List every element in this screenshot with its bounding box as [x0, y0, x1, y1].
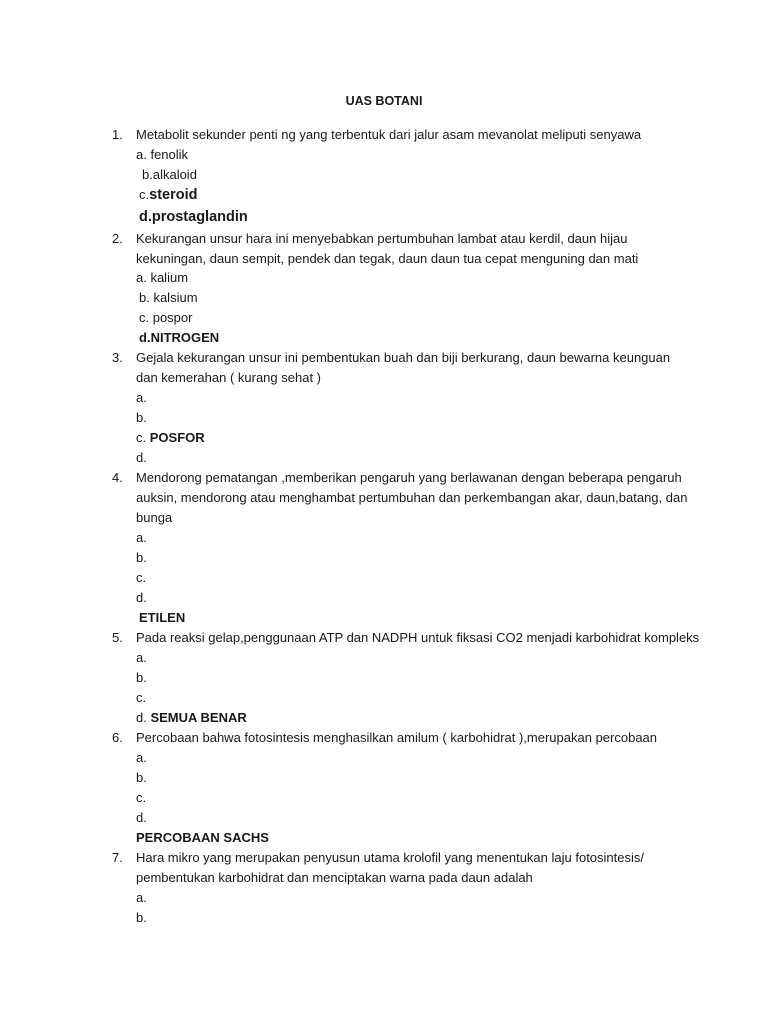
option-b: b.alkaloid: [142, 167, 197, 182]
question-number: 7.: [112, 850, 123, 865]
option-a: a.: [136, 650, 147, 665]
option-b: b. kalsium: [139, 290, 198, 305]
option-prefix: d.: [136, 710, 151, 725]
question-text: kekuningan, daun sempit, pendek dan tegak, daun daun tua cepat menguning dan mati: [136, 251, 639, 266]
option-a: a.: [136, 530, 147, 545]
option-prefix: c.: [139, 187, 150, 202]
option-b: b.: [136, 410, 147, 425]
question-text: Pada reaksi gelap,penggunaan ATP dan NADPH untuk fiksasi CO2 menjadi karbohidrat kompleks: [136, 630, 700, 645]
option-a: a.: [136, 750, 147, 765]
option-b: b.: [136, 910, 147, 925]
option-c: [136, 429, 205, 447]
question-text: Percobaan bahwa fotosintesis menghasilkan amilum ( karbohidrat ),merupakan percobaan: [136, 730, 658, 745]
option-c: c.: [136, 570, 147, 585]
option-d: [136, 709, 247, 727]
question-text: Metabolit sekunder penti ng yang terbentuk dari jalur asam mevanolat meliputi senyawa: [136, 127, 642, 142]
answer-text: NITROGEN: [150, 330, 220, 345]
option-b: b.: [136, 670, 147, 685]
option-b: b.: [136, 550, 147, 565]
question-number: 2.: [112, 231, 123, 246]
question-text: bunga: [136, 510, 173, 525]
option-a: a.: [136, 390, 147, 405]
question-text: Kekurangan unsur hara ini menyebabkan pertumbuhan lambat atau kerdil, daun hijau: [136, 231, 628, 246]
option-d: d.: [136, 590, 147, 605]
option-d: [139, 329, 219, 347]
option-d: d.: [136, 450, 147, 465]
option-a: a. kalium: [136, 270, 189, 285]
option-d: d.: [136, 810, 147, 825]
answer-text: SEMUA BENAR: [150, 710, 247, 725]
option-prefix: c.: [136, 430, 150, 445]
question-number: 4.: [112, 470, 123, 485]
question-number: 5.: [112, 630, 123, 645]
question-text: pembentukan karbohidrat dan menciptakan warna pada daun adalah: [136, 870, 533, 885]
option-d-answer: d.prostaglandin: [139, 209, 248, 225]
question-text: Gejala kekurangan unsur ini pembentukan buah dan biji berkurang, daun bewarna keunguan: [136, 350, 671, 365]
option-a: a.: [136, 890, 147, 905]
option-prefix: d.: [139, 330, 151, 345]
question-number: 1.: [112, 127, 123, 142]
answer-text: steroid: [149, 187, 198, 203]
question-text: dan kemerahan ( kurang sehat ): [136, 370, 321, 385]
option-a: a. fenolik: [136, 147, 189, 162]
option-b: b.: [136, 770, 147, 785]
option-c: c.: [136, 690, 147, 705]
question-number: 6.: [112, 730, 123, 745]
answer-text: ETILEN: [139, 610, 186, 625]
question-text: Hara mikro yang merupakan penyusun utama krolofil yang menentukan laju fotosintesis/: [136, 850, 644, 865]
answer-text: POSFOR: [149, 430, 205, 445]
answer-text: PERCOBAAN SACHS: [136, 830, 269, 845]
option-c: c. pospor: [139, 310, 193, 325]
question-text: auksin, mendorong atau menghambat pertumbuhan dan perkembangan akar, daun,batang, dan: [136, 490, 688, 505]
page-title: UAS BOTANI: [345, 94, 423, 108]
question-text: Mendorong pematangan ,memberikan pengaruh yang berlawanan dengan beberapa pengaruh: [136, 470, 682, 485]
option-c: c.: [136, 790, 147, 805]
option-c: [139, 186, 197, 204]
question-number: 3.: [112, 350, 123, 365]
